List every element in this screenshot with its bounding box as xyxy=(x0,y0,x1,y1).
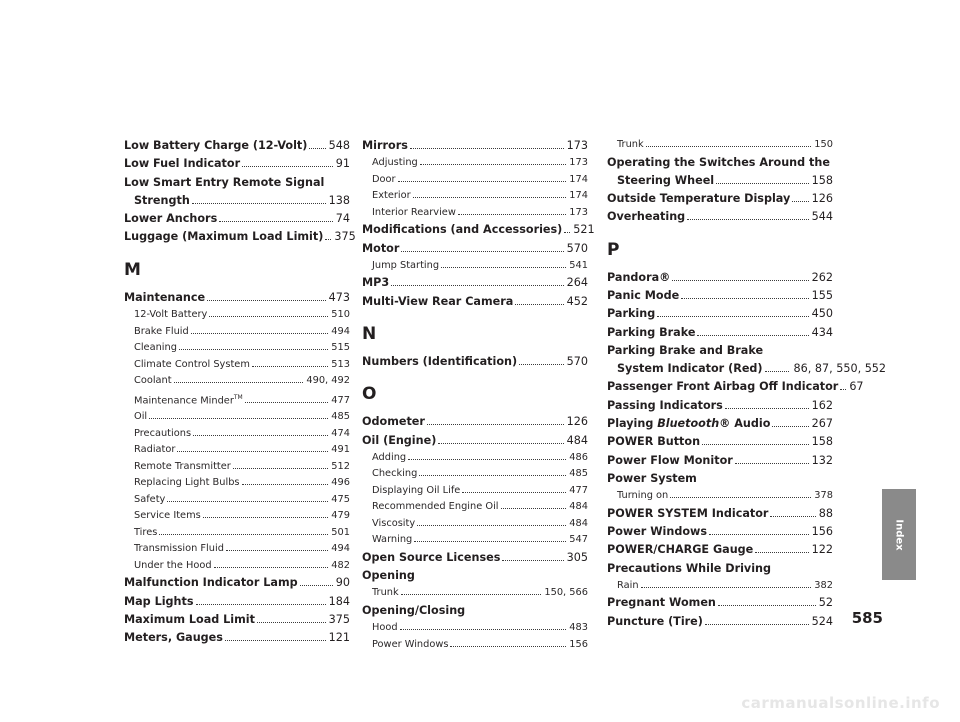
index-entry[interactable] xyxy=(607,397,833,415)
index-entry[interactable] xyxy=(607,452,833,470)
subentry-pages: 494 xyxy=(331,543,350,555)
index-subentry[interactable] xyxy=(362,205,588,222)
subentry-title: Warning xyxy=(372,534,413,546)
index-subentry[interactable] xyxy=(124,373,350,390)
subentry-title: Service Items xyxy=(134,510,201,522)
watermark: carmanualsonline.info xyxy=(741,694,940,712)
subentry-pages: 547 xyxy=(569,534,588,546)
side-tab-label: Index xyxy=(893,518,905,551)
entry-title: Modifications (and Accessories) xyxy=(362,223,563,237)
section-letter-m: M xyxy=(124,259,141,280)
entry-pages: 126 xyxy=(811,192,833,206)
subentry-pages: 156 xyxy=(569,638,588,650)
index-subentry[interactable] xyxy=(124,459,350,476)
entry-pages: 74 xyxy=(335,212,350,226)
index-entry[interactable] xyxy=(607,208,833,226)
entry-title: Panic Mode xyxy=(607,288,680,302)
subentry-pages: 483 xyxy=(569,622,588,634)
entry-title: Playing Bluetooth® Audio xyxy=(607,417,771,431)
index-side-tab[interactable] xyxy=(882,489,916,580)
entry-pages: 305 xyxy=(566,550,588,564)
subentry-pages: 477 xyxy=(331,394,350,406)
index-entry[interactable] xyxy=(607,415,833,433)
entry-pages: 88 xyxy=(818,506,833,520)
entry-title: Puncture (Tire) xyxy=(607,614,703,628)
subentry-pages: 382 xyxy=(814,579,833,591)
subentry-title: Coolant xyxy=(134,375,172,387)
entry-title-cont: Strength xyxy=(134,193,190,207)
entry-title: Low Fuel Indicator xyxy=(124,157,241,171)
entry-pages: 91 xyxy=(335,157,350,171)
index-subentry[interactable] xyxy=(124,475,350,492)
subentry-title: Precautions xyxy=(134,427,192,439)
index-entry[interactable] xyxy=(607,505,833,523)
index-entry[interactable] xyxy=(362,274,588,292)
index-entry[interactable] xyxy=(362,221,595,239)
entry-title-cont: Steering Wheel xyxy=(617,173,715,187)
entry-pages: 121 xyxy=(328,631,350,645)
subentry-pages: 510 xyxy=(331,309,350,321)
index-subentry[interactable] xyxy=(124,508,350,525)
index-subentry[interactable] xyxy=(362,450,588,467)
entry-pages: 86, 87, 550, 552 xyxy=(793,362,887,376)
subentry-pages: 501 xyxy=(331,526,350,538)
entry-pages: 184 xyxy=(328,594,350,608)
index-subentry[interactable] xyxy=(362,532,588,549)
entry-pages: 548 xyxy=(328,139,350,152)
index-subentry[interactable] xyxy=(124,357,350,374)
index-entry[interactable] xyxy=(124,593,350,611)
subentry-pages: 475 xyxy=(331,493,350,505)
trademark-superscript: TM xyxy=(233,393,243,401)
subentry-title: Door xyxy=(372,173,396,185)
index-entry[interactable] xyxy=(607,305,833,323)
subentry-title: Interior Rearview xyxy=(372,206,456,218)
subentry-pages: 378 xyxy=(814,490,833,502)
subentry-pages: 515 xyxy=(331,342,350,354)
page-number: 585 xyxy=(851,609,883,627)
subentry-pages: 541 xyxy=(569,259,588,271)
entry-title: Meters, Gauges xyxy=(124,631,223,645)
entry-pages: 570 xyxy=(566,354,588,368)
index-entry[interactable] xyxy=(607,433,833,451)
subentry-title: Trunk xyxy=(372,587,399,599)
entry-title: Power Windows xyxy=(607,525,708,539)
entry-title: Operating the Switches Around the xyxy=(607,155,830,169)
subentry-title: Displaying Oil Life xyxy=(372,484,461,496)
entry-pages: 126 xyxy=(566,415,588,429)
subentry-title: Recommended Engine Oil xyxy=(372,501,499,513)
index-entry[interactable] xyxy=(362,602,588,620)
index-entry[interactable] xyxy=(362,549,588,567)
subentry-title: Hood xyxy=(372,622,398,634)
subentry-title: Adding xyxy=(372,451,407,463)
index-subentry[interactable] xyxy=(607,137,833,154)
index-entry[interactable] xyxy=(607,287,833,305)
subentry-pages: 477 xyxy=(569,484,588,496)
entry-pages: 52 xyxy=(818,596,833,610)
subentry-pages: 485 xyxy=(331,411,350,423)
entry-pages: 158 xyxy=(811,173,833,187)
entry-pages: 262 xyxy=(811,270,833,284)
index-subentry[interactable] xyxy=(124,324,350,341)
index-entry[interactable] xyxy=(362,353,588,371)
index-subentry[interactable] xyxy=(362,499,588,516)
subentry-title: Safety xyxy=(134,493,166,505)
entry-title: Malfunction Indicator Lamp xyxy=(124,576,298,590)
subentry-title: Maintenance Minder™ xyxy=(134,393,243,406)
subentry-title: Replacing Light Bulbs xyxy=(134,477,240,489)
entry-pages: 264 xyxy=(566,276,588,290)
index-entry[interactable] xyxy=(124,155,350,173)
entry-title: Pregnant Women xyxy=(607,596,716,610)
entry-pages: 570 xyxy=(566,241,588,255)
entry-pages: 452 xyxy=(566,294,588,308)
index-entry[interactable] xyxy=(124,210,350,228)
entry-pages: 122 xyxy=(811,543,833,557)
subentry-title: Trunk xyxy=(617,139,644,150)
subentry-pages: 486 xyxy=(569,451,588,463)
subentry-title: Checking xyxy=(372,468,418,480)
entry-title: Multi-View Rear Camera xyxy=(362,294,514,308)
subentry-title: Turning on xyxy=(617,490,669,502)
index-entry[interactable] xyxy=(124,174,350,211)
entry-title: MP3 xyxy=(362,276,390,290)
index-entry[interactable] xyxy=(124,137,350,155)
entry-pages: 524 xyxy=(811,614,833,628)
entry-title: Low Smart Entry Remote Signal xyxy=(124,175,325,189)
entry-pages: 521 xyxy=(573,223,595,237)
subentry-title: Brake Fluid xyxy=(134,325,189,337)
subentry-title: Transmission Fluid xyxy=(134,543,224,555)
entry-title: Passenger Front Airbag Off Indicator xyxy=(607,380,839,394)
index-subentry[interactable] xyxy=(362,585,588,602)
subentry-title: Adjusting xyxy=(372,157,418,169)
index-entry[interactable] xyxy=(607,324,833,342)
subentry-title: Tires xyxy=(134,526,158,538)
subentry-pages: 484 xyxy=(569,517,588,529)
entry-pages: 90 xyxy=(335,576,350,590)
index-subentry[interactable] xyxy=(362,466,588,483)
index-entry[interactable] xyxy=(124,611,350,629)
index-subentry[interactable] xyxy=(607,488,833,505)
entry-title: Pandora® xyxy=(607,270,671,284)
subentry-pages: 513 xyxy=(331,358,350,370)
index-column-2 xyxy=(362,137,595,653)
index-entry[interactable] xyxy=(124,228,356,246)
index-subentry[interactable] xyxy=(124,307,350,324)
entry-title: Precautions While Driving xyxy=(607,561,772,575)
index-column-1 xyxy=(124,137,356,648)
index-subentry[interactable] xyxy=(362,155,588,172)
index-subentry[interactable] xyxy=(362,620,588,637)
index-entry[interactable] xyxy=(362,567,588,585)
index-entry[interactable] xyxy=(124,574,350,592)
section-letter-n: N xyxy=(362,323,377,344)
entry-title: Luggage (Maximum Load Limit) xyxy=(124,230,324,244)
subentry-pages: 174 xyxy=(569,173,588,185)
subentry-title: Power Windows xyxy=(372,638,449,650)
index-subentry[interactable] xyxy=(362,516,588,533)
entry-pages: 450 xyxy=(811,307,833,321)
entry-title: Maintenance xyxy=(124,290,206,304)
section-letter-p: P xyxy=(607,239,620,260)
entry-pages: 67 xyxy=(849,380,864,394)
subentry-title: Radiator xyxy=(134,444,176,456)
index-subentry[interactable] xyxy=(124,558,350,575)
entry-pages: 158 xyxy=(811,435,833,449)
index-entry[interactable] xyxy=(362,240,588,258)
entry-title: Odometer xyxy=(362,415,425,429)
subentry-pages: 173 xyxy=(569,157,588,169)
entry-pages: 155 xyxy=(811,288,833,302)
entry-pages: 162 xyxy=(811,398,833,412)
index-entry[interactable] xyxy=(607,378,864,396)
entry-pages: 375 xyxy=(328,612,350,626)
subentry-title: Viscosity xyxy=(372,517,416,529)
index-subentry[interactable] xyxy=(124,426,350,443)
subentry-title: Jump Starting xyxy=(372,259,440,271)
maintenance-subentries xyxy=(124,307,350,574)
index-subentry[interactable] xyxy=(124,340,350,357)
subentry-title: Exterior xyxy=(372,190,411,202)
entry-title: Parking Brake and Brake xyxy=(607,343,764,357)
index-entry[interactable] xyxy=(362,137,588,155)
entry-pages: 484 xyxy=(566,433,588,447)
index-subentry[interactable] xyxy=(362,172,588,189)
entry-pages: 138 xyxy=(328,193,350,207)
subentry-pages: 174 xyxy=(569,190,588,202)
entry-title: Numbers (Identification) xyxy=(362,354,518,368)
index-entry[interactable] xyxy=(607,523,833,541)
entry-pages: 132 xyxy=(811,453,833,467)
entry-title: Opening xyxy=(362,569,415,583)
entry-title: Low Battery Charge (12-Volt) xyxy=(124,139,308,152)
index-subentry[interactable] xyxy=(362,637,588,654)
index-entry[interactable] xyxy=(362,432,588,450)
entry-title: POWER Button xyxy=(607,435,701,449)
index-entry[interactable] xyxy=(607,154,833,191)
index-subentry[interactable] xyxy=(362,258,588,275)
subentry-pages: 474 xyxy=(331,427,350,439)
index-subentry[interactable] xyxy=(124,409,350,426)
entry-title: Motor xyxy=(362,241,400,255)
index-entry[interactable] xyxy=(607,470,833,488)
index-subentry[interactable] xyxy=(124,442,350,459)
index-entry[interactable] xyxy=(362,293,588,311)
subentry-pages: 485 xyxy=(569,468,588,480)
entry-title: Power Flow Monitor xyxy=(607,453,733,467)
subentry-title: Under the Hood xyxy=(134,559,212,571)
index-entry[interactable] xyxy=(607,541,833,559)
index-entry[interactable] xyxy=(607,560,833,578)
index-entry[interactable] xyxy=(607,342,887,379)
entry-title-cont: System Indicator (Red) xyxy=(617,362,763,376)
subentry-title: Rain xyxy=(617,579,639,591)
subentry-pages: 482 xyxy=(331,559,350,571)
entry-title: Overheating xyxy=(607,210,686,224)
entry-title: Parking Brake xyxy=(607,325,696,339)
subentry-pages: 490, 492 xyxy=(306,375,350,387)
entry-pages: 434 xyxy=(811,325,833,339)
entry-pages: 173 xyxy=(566,139,588,152)
index-subentry[interactable] xyxy=(607,578,833,595)
subentry-title: Remote Transmitter xyxy=(134,460,231,472)
index-subentry[interactable] xyxy=(124,541,350,558)
subentry-title: 12-Volt Battery xyxy=(134,309,208,321)
index-subentry[interactable] xyxy=(362,483,588,500)
subentry-title: Oil xyxy=(134,411,148,423)
subentry-pages: 484 xyxy=(569,501,588,513)
entry-title: Parking xyxy=(607,307,656,321)
entry-pages: 473 xyxy=(328,290,350,304)
subentry-pages: 479 xyxy=(331,510,350,522)
entry-title: Lower Anchors xyxy=(124,212,218,226)
entry-title: Outside Temperature Display xyxy=(607,192,791,206)
subentry-pages: 496 xyxy=(331,477,350,489)
index-subentry[interactable] xyxy=(124,390,350,410)
entry-title: Mirrors xyxy=(362,139,408,152)
entry-pages: 267 xyxy=(811,417,833,431)
index-entry[interactable] xyxy=(607,190,833,208)
index-entry[interactable] xyxy=(362,413,588,431)
entry-title: Open Source Licenses xyxy=(362,550,501,564)
index-entry[interactable] xyxy=(124,629,350,647)
subentry-pages: 150 xyxy=(814,139,833,150)
subentry-pages: 173 xyxy=(569,206,588,218)
entry-title: Maximum Load Limit xyxy=(124,612,255,626)
bluetooth-italic: Bluetooth® xyxy=(657,417,731,431)
index-subentry[interactable] xyxy=(124,492,350,509)
subentry-pages: 512 xyxy=(331,460,350,472)
entry-title: POWER/CHARGE Gauge xyxy=(607,543,754,557)
subentry-title: Cleaning xyxy=(134,342,177,354)
entry-pages: 544 xyxy=(811,210,833,224)
entry-title: Map Lights xyxy=(124,594,194,608)
subentry-title: Climate Control System xyxy=(134,358,250,370)
subentry-pages: 491 xyxy=(331,444,350,456)
section-letter-o: O xyxy=(362,384,377,405)
index-entry[interactable] xyxy=(607,613,833,631)
index-entry[interactable] xyxy=(124,289,350,307)
subentry-pages: 150, 566 xyxy=(544,587,588,599)
entry-pages: 375 xyxy=(334,230,356,244)
index-subentry[interactable] xyxy=(124,525,350,542)
index-subentry[interactable] xyxy=(362,188,588,205)
subentry-pages: 494 xyxy=(331,325,350,337)
entry-title: POWER SYSTEM Indicator xyxy=(607,506,769,520)
entry-title: Opening/Closing xyxy=(362,603,466,617)
index-entry[interactable] xyxy=(607,269,833,287)
index-entry[interactable] xyxy=(607,594,833,612)
entry-title: Power System xyxy=(607,471,697,485)
entry-pages: 156 xyxy=(811,525,833,539)
entry-title: Oil (Engine) xyxy=(362,433,437,447)
entry-title: Passing Indicators xyxy=(607,398,723,412)
